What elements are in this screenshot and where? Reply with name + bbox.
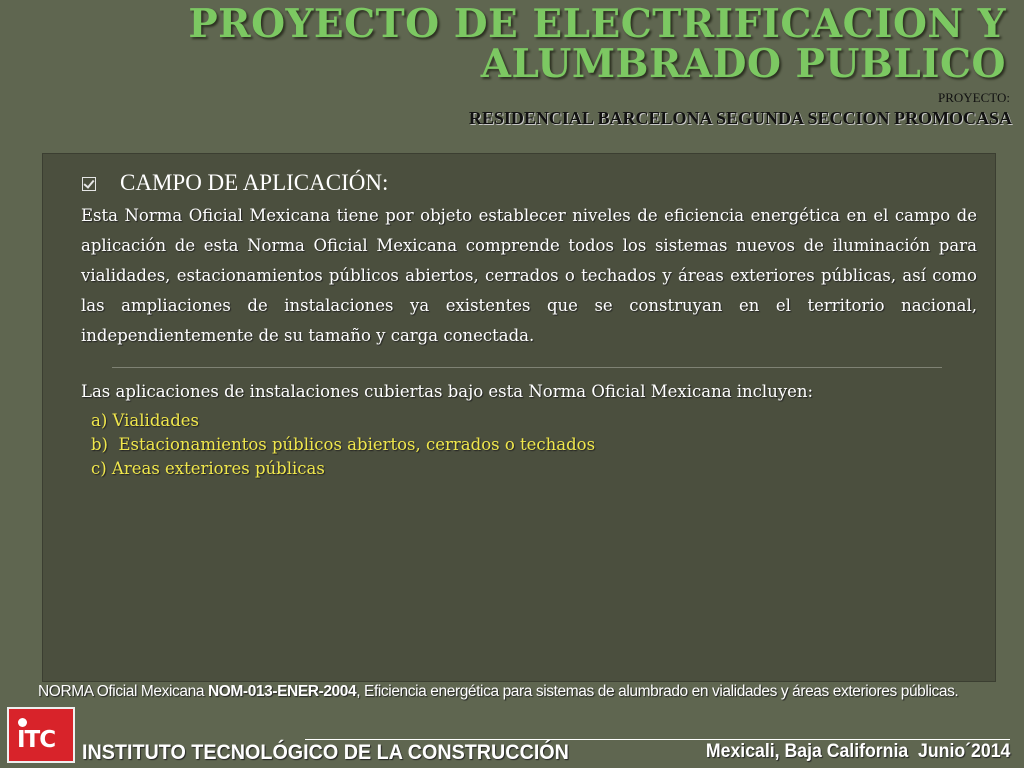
location-date: Mexicali, Baja California Junio´2014 (705, 741, 1010, 762)
institute-name: INSTITUTO TECNOLÓGICO DE LA CONSTRUCCIÓN (82, 741, 569, 764)
project-name: RESIDENCIAL BARCELONA SEGUNDA SECCION PROMOCASA (468, 108, 1012, 128)
list-item: b) Estacionamientos públicos abiertos, cerrados o techados (91, 435, 596, 454)
norm-suffix: , Eficiencia energética para sistemas de alumbrado en vialidades y áreas exteriores públicas. (356, 683, 959, 700)
norm-reference (38, 683, 993, 701)
checkbox-checked-icon (82, 177, 96, 191)
applications-list (91, 409, 595, 481)
divider (112, 367, 942, 368)
logo-dot (18, 718, 27, 727)
list-item: c) Areas exteriores públicas (91, 459, 325, 478)
section-heading (82, 170, 388, 196)
scope-paragraph: Esta Norma Oficial Mexicana tiene por objeto establecer niveles de eficiencia energética en el campo de aplicación de esta Norma Oficial Mexicana comprende todos los sistemas nuevos de iluminación para vialidades, estacionamientos públicos abiertos, cerrados o techados y áreas exteriores públicas, así como las ampliaciones de instalaciones ya existentes que se construyan en el territorio nacional, independientemente de su tamaño y carga conectada. (81, 206, 977, 345)
list-item: a) Vialidades (91, 411, 200, 430)
section-heading-text: CAMPO DE APLICACIÓN: (120, 170, 389, 195)
logo-text: ITC (17, 727, 56, 753)
applications-intro: Las aplicaciones de instalaciones cubiertas bajo esta Norma Oficial Mexicana incluyen: (81, 382, 814, 401)
slide-title: PROYECTO DE ELECTRIFICACION Y ALUMBRADO PUBLICO (188, 1, 1006, 87)
norm-code: NOM-013-ENER-2004 (207, 683, 357, 700)
norm-prefix: NORMA Oficial Mexicana (38, 683, 208, 700)
project-label: PROYECTO: (938, 90, 1010, 105)
itc-logo (7, 707, 75, 763)
footer-divider (305, 739, 1010, 740)
